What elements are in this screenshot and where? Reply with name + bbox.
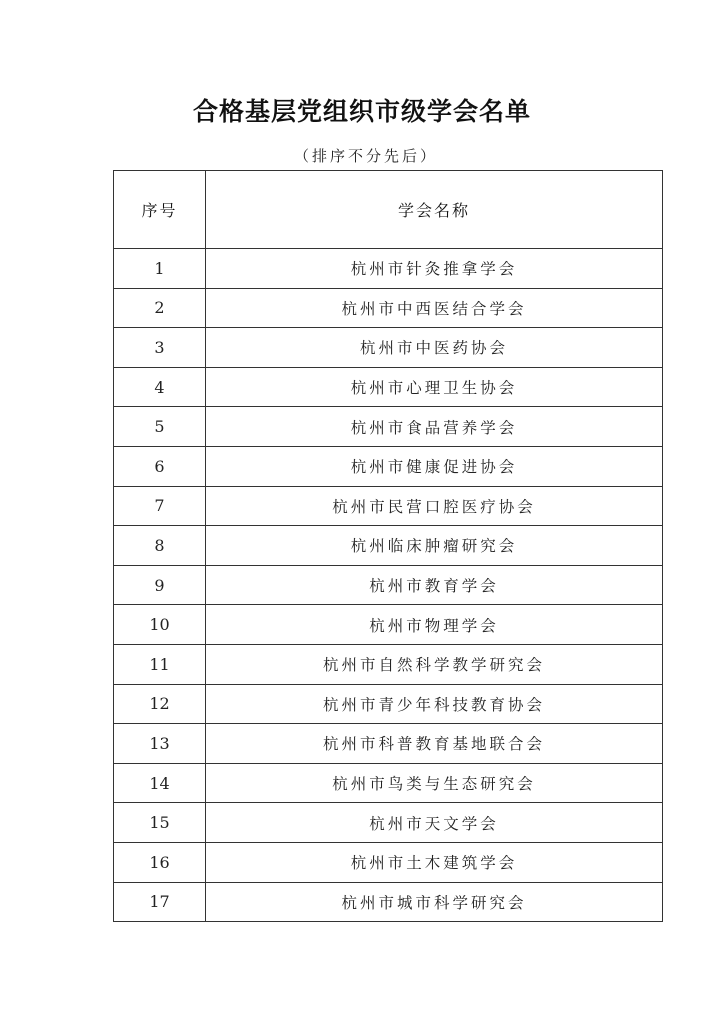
table-row <box>114 486 663 526</box>
table-row <box>114 288 663 328</box>
row-number: 7 <box>114 486 206 526</box>
row-number: 13 <box>114 724 206 764</box>
row-number: 15 <box>114 803 206 843</box>
row-society-name: 杭州市中西医结合学会 <box>206 288 663 328</box>
table-row <box>114 644 663 684</box>
table-row <box>114 882 663 922</box>
document-title: 合格基层党组织市级学会名单 <box>192 97 531 126</box>
row-number: 5 <box>114 407 206 447</box>
row-number: 11 <box>114 644 206 684</box>
table-row <box>114 803 663 843</box>
row-society-name: 杭州市教育学会 <box>206 565 663 605</box>
row-number: 2 <box>114 288 206 328</box>
row-number: 14 <box>114 763 206 803</box>
table-row <box>114 565 663 605</box>
row-number: 8 <box>114 526 206 566</box>
table-row <box>114 328 663 368</box>
row-society-name: 杭州市健康促进协会 <box>206 446 663 486</box>
row-number: 16 <box>114 842 206 882</box>
table-row <box>114 446 663 486</box>
table-row <box>114 407 663 447</box>
row-number: 4 <box>114 367 206 407</box>
society-table <box>113 170 663 922</box>
row-society-name: 杭州市天文学会 <box>206 803 663 843</box>
row-number: 9 <box>114 565 206 605</box>
document-subtitle: （排序不分先后） <box>293 147 438 165</box>
row-number: 12 <box>114 684 206 724</box>
row-number: 10 <box>114 605 206 645</box>
table-row <box>114 684 663 724</box>
table-header-row <box>114 171 663 249</box>
row-society-name: 杭州市食品营养学会 <box>206 407 663 447</box>
table-row <box>114 842 663 882</box>
table-row <box>114 526 663 566</box>
row-society-name: 杭州市心理卫生协会 <box>206 367 663 407</box>
row-number: 17 <box>114 882 206 922</box>
row-society-name: 杭州市针灸推拿学会 <box>206 249 663 289</box>
row-society-name: 杭州市中医药协会 <box>206 328 663 368</box>
row-society-name: 杭州市鸟类与生态研究会 <box>206 763 663 803</box>
table-row <box>114 249 663 289</box>
row-number: 6 <box>114 446 206 486</box>
row-society-name: 杭州市城市科学研究会 <box>206 882 663 922</box>
row-number: 1 <box>114 249 206 289</box>
row-society-name: 杭州临床肿瘤研究会 <box>206 526 663 566</box>
table-row <box>114 605 663 645</box>
row-society-name: 杭州市青少年科技教育协会 <box>206 684 663 724</box>
row-society-name: 杭州市物理学会 <box>206 605 663 645</box>
row-number: 3 <box>114 328 206 368</box>
row-society-name: 杭州市科普教育基地联合会 <box>206 724 663 764</box>
table-row <box>114 724 663 764</box>
row-society-name: 杭州市民营口腔医疗协会 <box>206 486 663 526</box>
row-society-name: 杭州市自然科学教学研究会 <box>206 644 663 684</box>
header-number: 序号 <box>114 171 206 249</box>
header-name: 学会名称 <box>206 171 663 249</box>
table-row <box>114 367 663 407</box>
table-row <box>114 763 663 803</box>
row-society-name: 杭州市土木建筑学会 <box>206 842 663 882</box>
